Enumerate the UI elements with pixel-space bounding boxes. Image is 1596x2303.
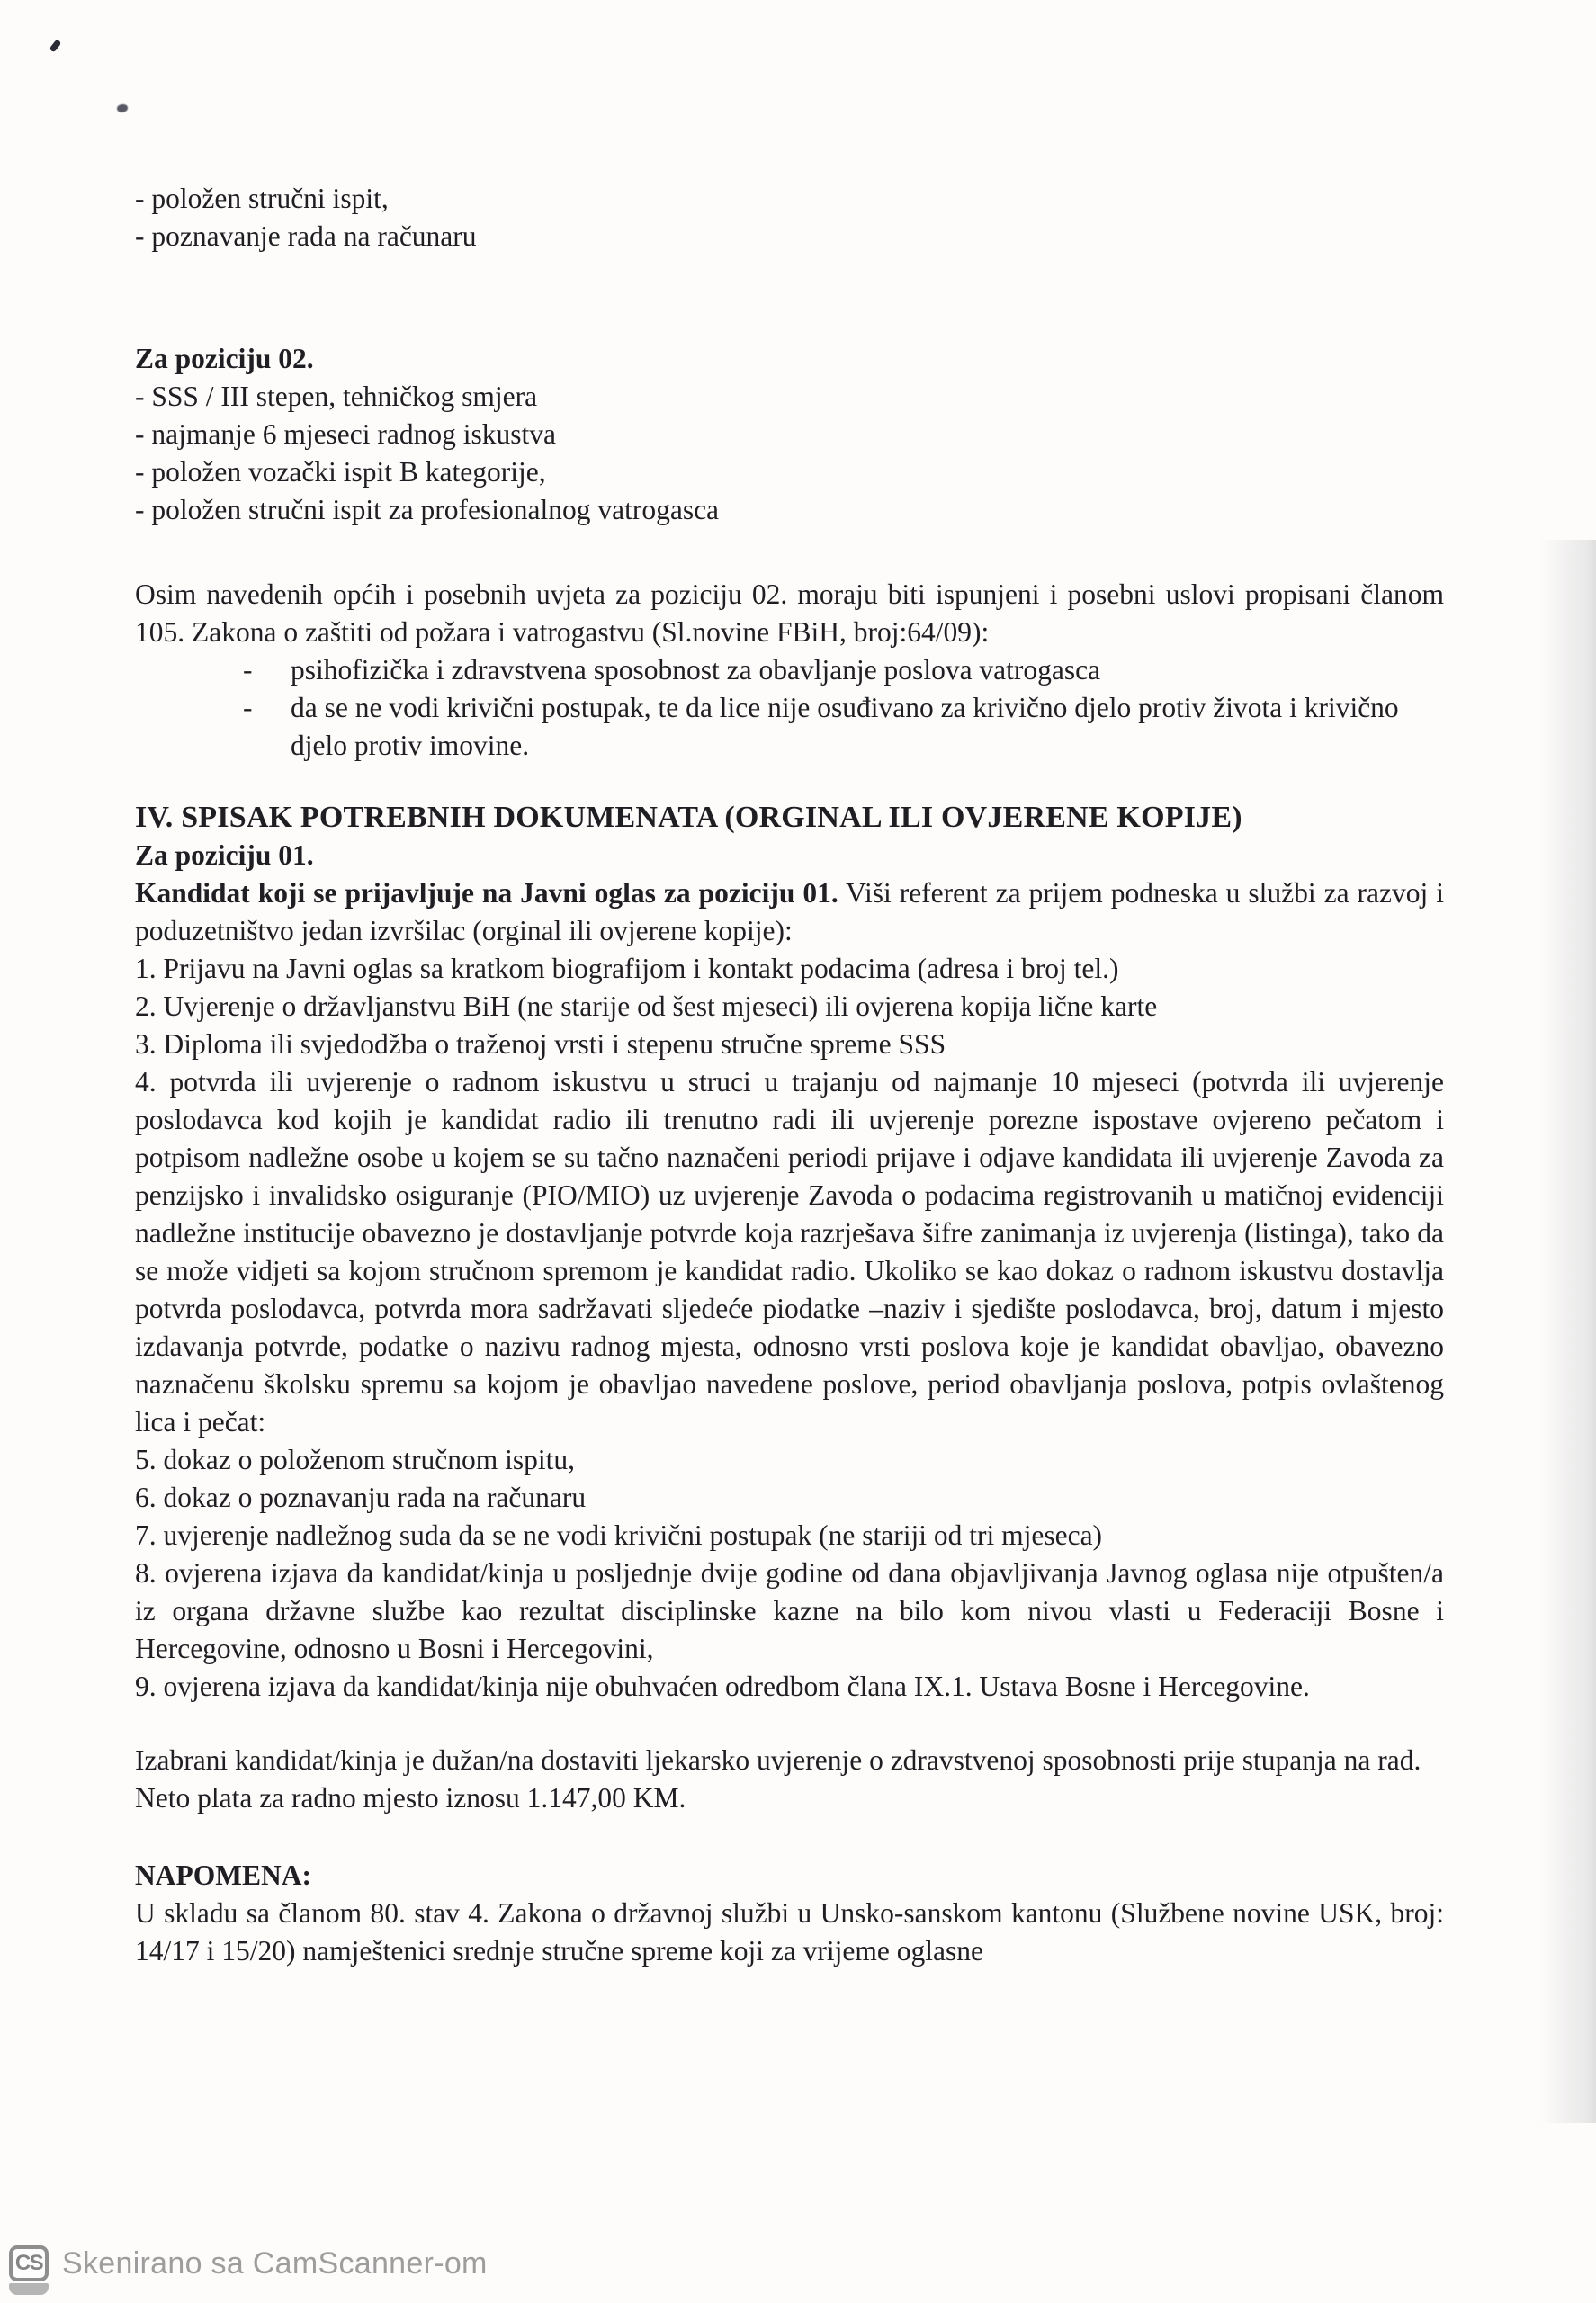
lead-paragraph-rest: Viši referent za prijem podneska u službi za razvoj i poduzetništvo jedan izvršilac (orginal ili ovjerene kopije): bbox=[135, 877, 1444, 946]
requirement-line: - SSS / III stepen, tehničkog smjera bbox=[135, 381, 538, 412]
lead-paragraph-bold: Kandidat koji se prijavljuje na Javni oglas za poziciju 01. bbox=[135, 877, 838, 909]
required-documents-list bbox=[135, 950, 1444, 1706]
numbered-item: 4. potvrda ili uvjerenje o radnom iskustvu u struci u trajanju od najmanje 10 mjeseci (potvrda ili uvjerenje poslodavca kod kojih je kandidat radio ili trenutno radi ili uvjerenje porezne ispostave ovjereno pečatom i potpisom nadležne osobe u kojem se su tačno naznačeni periodi prijave i odjave kandidata ili uvjerenje Zavoda za penzijsko i invalidsko osiguranje (PIO/MIO) uz uvjerenje Zavoda o podacima registrovanih u matičnoj evidenciji nadležne institucije obavezno je dostavljanje potvrde koja razrješava šifre zanimanja iz uvjerenja (listinga), tako da se može vidjeti sa kojom stručnom spremom je kandidat radio. Ukoliko se kao dokaz o radnom iskustvu dostavlja potvrda poslodavca, potvrda mora sadržavati sljedeće piodatke –naziv i sjedište poslodavca, broj, datum i mjesto izdavanja potvrde, podatke o nazivu radnog mjesta, odnosno vrsti poslova koje je kandidat obavljao, obavezno naznačenu školsku spremu sa kojom je obavljao navedene poslove, period obavljanja poslova, potpis ovlaštenog lica i pečat: bbox=[135, 1066, 1444, 1438]
numbered-item: 2. Uvjerenje o državljanstvu BiH (ne starije od šest mjeseci) ili ovjerena kopija lične karte bbox=[135, 990, 1158, 1022]
requirement-line: - položen stručni ispit, bbox=[135, 183, 389, 214]
cs-badge-label: CS bbox=[14, 2251, 43, 2275]
numbered-item: 8. ovjerena izjava da kandidat/kinja u posljednje dvije godine od dana objavljivanja Javnog oglasa nije otpušten/a iz organa državne službe kao rezultat disciplinske kazne na bilo kom nivou vlasti u Federaciji Bosne i Hercegovine, odnosno u Bosni i Hercegovini, bbox=[135, 1557, 1444, 1664]
uslovi-sublist bbox=[135, 651, 1444, 765]
paragraph-posebni-uslovi: Osim navedenih općih i posebnih uvjeta za poziciju 02. moraju biti ispunjeni i posebni uslovi propisani članom 105. Zakona o zaštiti od požara i vatrogastvu (Sl.novine FBiH, broj:64/09): bbox=[135, 578, 1444, 648]
pozicija-02-requirements-list bbox=[135, 378, 1444, 529]
uslovi-item bbox=[135, 689, 1444, 765]
numbered-item: 3. Diploma ili svjedodžba o traženoj vrsti i stepenu stručne spreme SSS bbox=[135, 1028, 946, 1060]
scan-artifact-speck bbox=[49, 39, 61, 52]
dash-bullet: - bbox=[243, 692, 253, 723]
scan-artifact-speck bbox=[117, 104, 128, 112]
heading-pozicija-02: Za poziciju 02. bbox=[135, 343, 314, 374]
uslovi-item-text: da se ne vodi krivični postupak, te da lice nije osuđivano za krivično djelo protiv života i krivično djelo protiv imovine. bbox=[291, 692, 1399, 761]
lead-paragraph bbox=[135, 874, 1444, 950]
requirement-line: - najmanje 6 mjeseci radnog iskustva bbox=[135, 418, 556, 450]
closing-paragraph: Izabrani kandidat/kinja je dužan/na dostaviti ljekarsko uvjerenje o zdravstvenoj sposobnosti prije stupanja na rad. bbox=[135, 1744, 1421, 1776]
intro-requirements-list bbox=[135, 180, 1444, 255]
salary-line: Neto plata za radno mjesto iznosu 1.147,00 KM. bbox=[135, 1782, 686, 1814]
heading-spisak-dokumenata: IV. SPISAK POTREBNIH DOKUMENATA (ORGINAL ILI OVJERENE KOPIJE) bbox=[135, 801, 1242, 834]
numbered-item: 7. uvjerenje nadležnog suda da se ne vodi krivični postupak (ne stariji od tri mjeseca) bbox=[135, 1519, 1103, 1551]
requirement-line: - položen stručni ispit za profesionalnog vatrogasca bbox=[135, 494, 720, 525]
napomena-paragraph: U skladu sa članom 80. stav 4. Zakona o državnoj službi u Unsko-sanskom kantonu (Službene novine USK, broj: 14/17 i 15/20) namještenici srednje stručne spreme koji za vrijeme oglasne bbox=[135, 1897, 1444, 1967]
document-content bbox=[135, 0, 1444, 1970]
heading-pozicija-01: Za poziciju 01. bbox=[135, 839, 314, 871]
numbered-item: 9. ovjerena izjava da kandidat/kinja nije obuhvaćen odredbom člana IX.1. Ustava Bosne i Hercegovine. bbox=[135, 1671, 1310, 1702]
uslovi-item-text: psihofizička i zdravstvena sposobnost za obavljanje poslova vatrogasca bbox=[291, 654, 1101, 686]
camscanner-watermark bbox=[9, 2245, 488, 2281]
requirement-line: - poznavanje rada na računaru bbox=[135, 220, 477, 252]
requirement-line: - položen vozački ispit B kategorije, bbox=[135, 456, 546, 488]
numbered-item: 5. dokaz o položenom stručnom ispitu, bbox=[135, 1444, 576, 1475]
numbered-item: 6. dokaz o poznavanju rada na računaru bbox=[135, 1482, 587, 1513]
cs-badge-tab bbox=[9, 2283, 49, 2295]
scan-edge-shadow bbox=[1538, 540, 1596, 2123]
camscanner-label: Skenirano sa CamScanner-om bbox=[62, 2245, 488, 2281]
cs-badge-box bbox=[9, 2245, 49, 2281]
uslovi-item bbox=[135, 651, 1444, 689]
camscanner-logo-icon bbox=[9, 2245, 49, 2281]
dash-bullet: - bbox=[243, 654, 253, 686]
napomena-heading: NAPOMENA: bbox=[135, 1859, 311, 1891]
numbered-item: 1. Prijavu na Javni oglas sa kratkom biografijom i kontakt podacima (adresa i broj tel.) bbox=[135, 953, 1119, 984]
